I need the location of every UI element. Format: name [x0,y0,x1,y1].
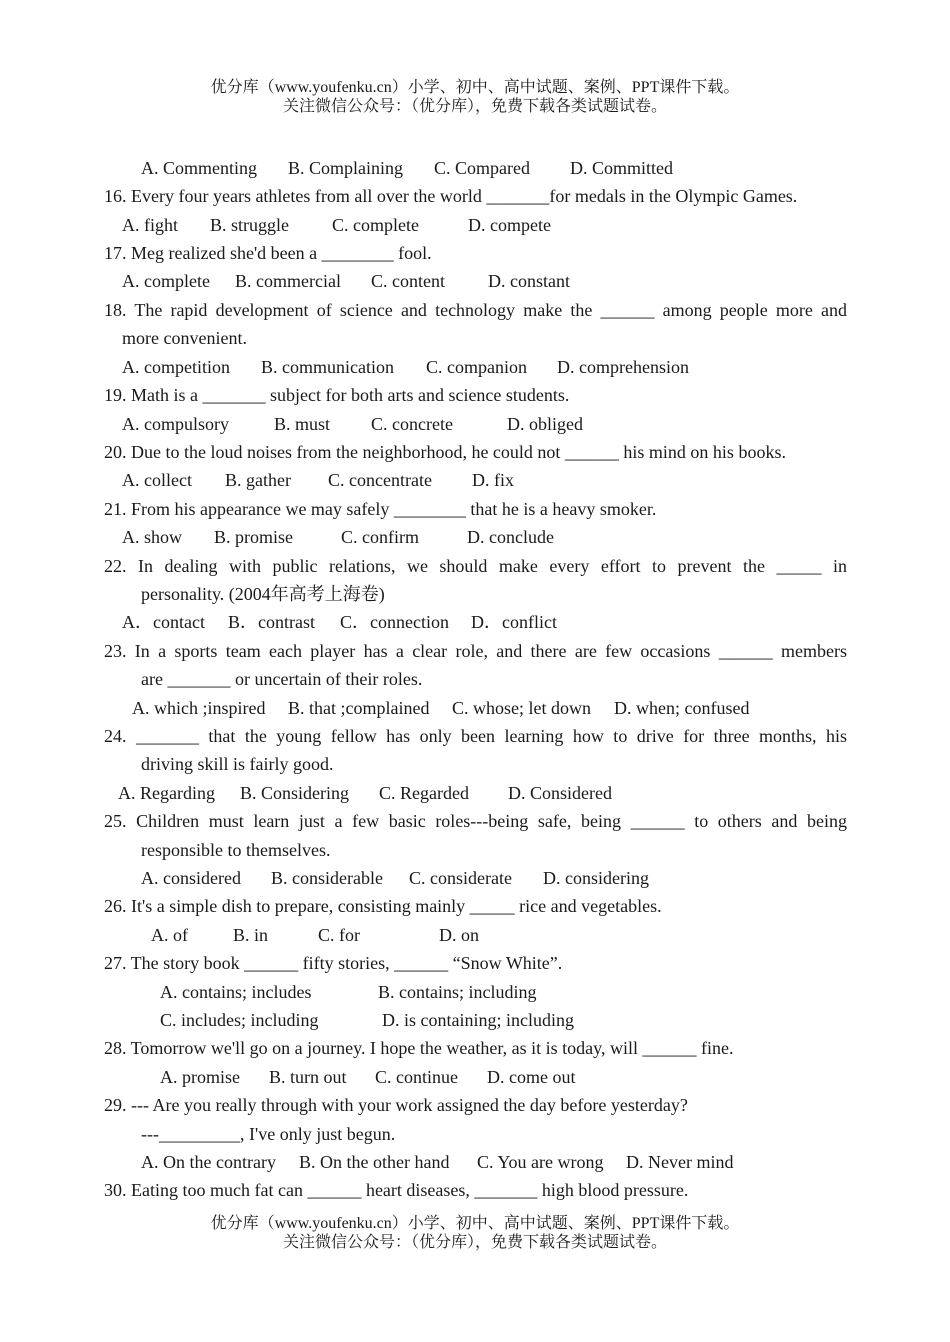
option-b: B. promise [214,527,293,547]
option-a: A. competition [122,357,230,377]
q25-stem: 25. Children must learn just a few basic roles---being safe, being ______ to others and being [104,811,847,831]
option-b: B. considerable [271,868,383,888]
q27-options-row-1 [160,981,536,1003]
q17-options [122,270,570,292]
option-c: C. Compared [434,158,530,178]
option-d: D. obliged [507,414,583,434]
q17-stem: 17. Meg realized she'd been a ________ fool. [104,243,432,263]
option-c: C. concentrate [328,470,432,490]
q22-stem-cont: personality. (2004年高考上海卷) [141,584,385,604]
option-b: B. turn out [269,1067,347,1087]
q23-stem: 23. In a sports team each player has a clear role, and there are few occasions ______ members [104,641,847,661]
q23-options [132,697,749,719]
q30-stem: 30. Eating too much fat can ______ heart diseases, _______ high blood pressure. [104,1180,689,1200]
option-a: A. show [122,527,183,547]
page-footer [0,1214,950,1252]
q29-options [141,1151,733,1173]
q24-stem-cont: driving skill is fairly good. [141,754,334,774]
option-d: D. Committed [570,158,673,178]
option-b: B. must [274,414,331,434]
q25-options [141,867,649,889]
option-b: B. struggle [210,215,289,235]
option-c: C. companion [426,357,527,377]
option-b: B. Complaining [288,158,404,178]
q28-stem: 28. Tomorrow we'll go on a journey. I hope the weather, as it is today, will ______ fine. [104,1038,734,1058]
option-a: A. compulsory [122,414,229,434]
option-b: B. gather [225,470,291,490]
header-line-1: 优分库（www.youfenku.cn）小学、初中、高中试题、案例、PPT课件下载。 [210,79,740,96]
q27-stem: 27. The story book ______ fifty stories, ______ “Snow White”. [104,953,563,973]
option-c: C. continue [375,1067,458,1087]
q24-stem: 24. _______ that the young fellow has only been learning how to drive for three months, his [104,726,847,746]
option-c: C. complete [332,215,419,235]
q22-options [122,611,557,633]
option-d: D. on [439,925,479,945]
option-c: C. concrete [371,414,453,434]
option-b: B. communication [261,357,394,377]
option-a: A. considered [141,868,241,888]
q18-stem: 18. The rapid development of science and technology make the ______ among people more and [104,300,847,320]
option-c: C. confirm [341,527,419,547]
option-b: B. On the other hand [299,1152,450,1172]
q19-options [122,413,583,435]
q15-options [141,157,673,179]
q22-stem: 22. In dealing with public relations, we should make every effort to prevent the _____ in [104,556,847,576]
option-d: D. Considered [508,783,612,803]
option-d: D. compete [468,215,551,235]
q16-options [122,214,551,236]
footer-line-1: 优分库（www.youfenku.cn）小学、初中、高中试题、案例、PPT课件下载。 [210,1215,740,1232]
option-a: A. Regarding [118,783,215,803]
option-d: D. is containing; including [382,1010,574,1030]
option-d: D. constant [488,271,570,291]
q18-stem-cont: more convenient. [122,328,247,348]
header-line-2: 关注微信公众号：（优分库），免费下载各类试题试卷。 [282,98,667,115]
option-a: A. collect [122,470,192,490]
q26-options [151,924,479,946]
option-a: A. of [151,925,188,945]
option-b: B. commercial [235,271,341,291]
option-a: A. complete [122,271,210,291]
q27-options-row-2 [160,1009,574,1031]
option-d: D. Never mind [626,1152,734,1172]
option-d: D. conclude [467,527,554,547]
option-d: D．conflict [471,612,557,632]
option-b: B. that ;complained [288,698,430,718]
option-b: B. contains; including [378,982,537,1002]
option-a: A．contact [122,612,205,632]
option-d: D. considering [543,868,649,888]
q20-options [122,469,514,491]
q16-stem: 16. Every four years athletes from all over the world _______for medals in the Olympic Games. [104,186,798,206]
q23-stem-cont: are _______ or uncertain of their roles. [141,669,423,689]
option-c: C. whose; let down [452,698,591,718]
q24-options [118,782,612,804]
option-d: D. come out [487,1067,576,1087]
option-c: C. You are wrong [477,1152,604,1172]
q20-stem: 20. Due to the loud noises from the neighborhood, he could not ______ his mind on his books. [104,442,786,462]
option-a: A. which ;inspired [132,698,266,718]
option-c: C. Regarded [379,783,469,803]
option-a: A. Commenting [141,158,257,178]
q18-options [122,356,689,378]
option-c: C. considerate [409,868,512,888]
footer-line-2: 关注微信公众号：（优分库），免费下载各类试题试卷。 [282,1234,667,1251]
q28-options [160,1066,575,1088]
q21-stem: 21. From his appearance we may safely ________ that he is a heavy smoker. [104,499,657,519]
q21-options [122,526,554,548]
option-d: D. comprehension [557,357,689,377]
page-header [0,78,950,116]
q29-stem: 29. --- Are you really through with your work assigned the day before yesterday? [104,1095,688,1115]
option-a: A. promise [160,1067,240,1087]
option-c: C. content [371,271,445,291]
option-d: D. when; confused [614,698,750,718]
q26-stem: 26. It's a simple dish to prepare, consisting mainly _____ rice and vegetables. [104,896,662,916]
option-a: A. contains; includes [160,982,312,1002]
option-c: C. for [318,925,360,945]
option-b: B．contrast [228,612,315,632]
option-c: C. includes; including [160,1010,319,1030]
option-b: B. in [233,925,269,945]
option-d: D. fix [472,470,514,490]
option-a: A. On the contrary [141,1152,276,1172]
option-c: C．connection [340,612,449,632]
q29-reply: ---_________, I've only just begun. [141,1124,396,1144]
q19-stem: 19. Math is a _______ subject for both arts and science students. [104,385,570,405]
option-a: A. fight [122,215,178,235]
option-b: B. Considering [240,783,350,803]
q25-stem-cont: responsible to themselves. [141,840,331,860]
